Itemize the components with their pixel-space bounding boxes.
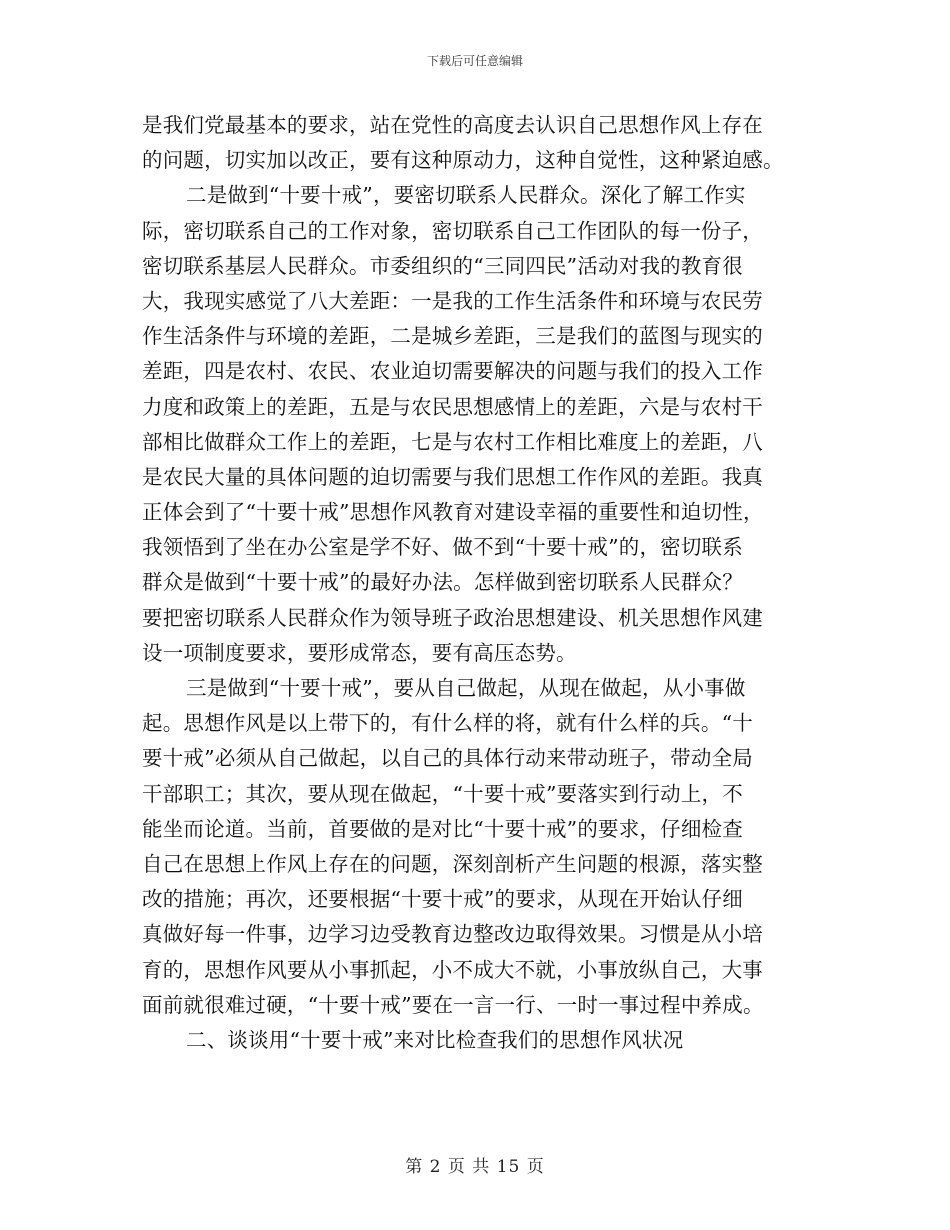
page-header: 下载后可任意编辑 xyxy=(426,54,523,68)
paragraph-start-line: 二是做到“十要十戒”，要密切联系人民群众。深化了解工作实 xyxy=(186,183,746,208)
document-body xyxy=(142,108,802,1058)
page-number: 第 2 页 共 15 页 xyxy=(405,1157,545,1177)
text-line: 要把密切联系人民群众作为领导班子政治思想建设、机关思想作风建 xyxy=(142,605,763,630)
text-line: 作生活条件与环境的差距，二是城乡差距，三是我们的蓝图与现实的 xyxy=(142,324,763,349)
text-line: 的问题，切实加以改正，要有这种原动力，这种自觉性，这种紧迫感。 xyxy=(142,148,784,173)
text-line: 力度和政策上的差距，五是与农民思想感情上的差距，六是与农村干 xyxy=(142,394,763,419)
text-line: 干部职工；其次，要从现在做起，“十要十戒”要落实到行动上，不 xyxy=(142,781,743,806)
text-line: 面前就很难过硬，“十要十戒”要在一言一行、一时一事过程中养成。 xyxy=(142,992,764,1017)
text-line: 要十戒”必须从自己做起，以自己的具体行动来带动班子，带动全局 xyxy=(142,746,753,771)
text-line: 我领悟到了坐在办公室是学不好、做不到“十要十戒”的，密切联系 xyxy=(142,535,743,560)
text-line: 能坐而论道。当前，首要做的是对比“十要十戒”的要求，仔细检查 xyxy=(142,816,743,841)
text-line: 设一项制度要求，要形成常态，要有高压态势。 xyxy=(142,640,577,665)
text-line: 真做好每一件事，边学习边受教育边整改边取得效果。习惯是从小培 xyxy=(142,922,763,947)
text-line: 是农民大量的具体问题的迫切需要与我们思想工作作风的差距。我真 xyxy=(142,464,763,489)
text-line: 差距，四是农村、农民、农业迫切需要解决的问题与我们的投入工作 xyxy=(142,359,763,384)
text-line: 起。思想作风是以上带下的，有什么样的将，就有什么样的兵。“十 xyxy=(142,711,753,736)
paragraph-start-line: 三是做到“十要十戒”，要从自己做起，从现在做起，从小事做 xyxy=(186,676,746,700)
text-line: 自己在思想上作风上存在的问题，深刻剖析产生问题的根源，落实整 xyxy=(142,851,763,876)
text-line: 密切联系基层人民群众。市委组织的“三同四民”活动对我的教育很 xyxy=(142,253,743,278)
text-line: 部相比做群众工作上的差距，七是与农村工作相比难度上的差距，八 xyxy=(142,429,763,454)
section-heading: 二、谈谈用“十要十戒”来对比检查我们的思想作风状况 xyxy=(186,1027,684,1052)
text-line: 育的，思想作风要从小事抓起，小不成大不就，小事放纵自己，大事 xyxy=(142,957,763,982)
text-line: 正体会到了“十要十戒”思想作风教育对建设幸福的重要性和迫切性， xyxy=(142,500,764,525)
text-line: 群众是做到“十要十戒”的最好办法。怎样做到密切联系人民群众？ xyxy=(142,570,743,595)
text-line: 大，我现实感觉了八大差距：一是我的工作生活条件和环境与农民劳 xyxy=(142,288,763,313)
text-line: 际，密切联系自己的工作对象，密切联系自己工作团队的每一份子， xyxy=(142,218,763,243)
text-line: 是我们党最基本的要求，站在党性的高度去认识自己思想作风上存在 xyxy=(142,113,763,137)
text-line: 改的措施；再次，还要根据“十要十戒”的要求，从现在开始认仔细 xyxy=(142,887,743,912)
